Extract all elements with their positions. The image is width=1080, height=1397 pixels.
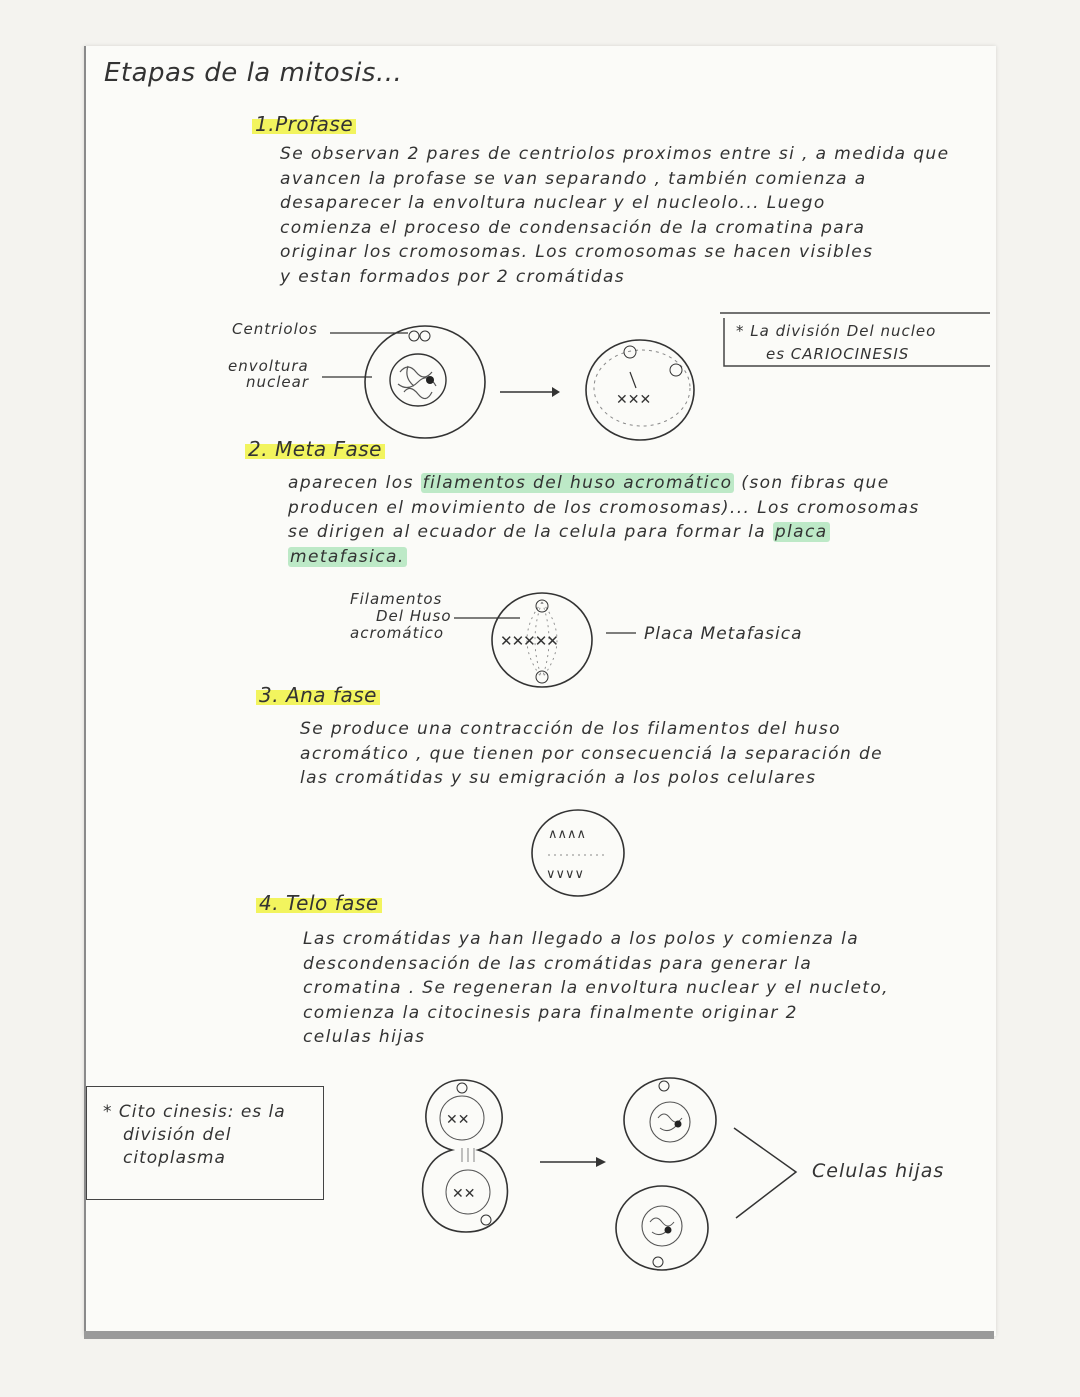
chromosomes-bottom: ✕✕ [452, 1186, 476, 1202]
note-cariocinesis-line1: * La división Del nucleo [736, 322, 937, 340]
profase-line: avancen la profase se van separando , también comienza a [280, 168, 867, 189]
label-placa-metafasica: Placa Metafasica [644, 624, 803, 644]
chromosomes-x: ✕✕✕ [616, 392, 652, 408]
telofase-line: comienza la citocinesis para finalmente originar 2 [303, 1002, 798, 1023]
daughter-cell-top [624, 1078, 716, 1162]
profase-line: Se observan 2 pares de centriolos proximos entre si , a medida que [280, 144, 950, 164]
daughter-cell-bottom [616, 1186, 708, 1270]
daughter-cell-nucleus [650, 1102, 690, 1142]
anafase-line: Se produce una contracción de los filamentos del huso [300, 719, 841, 739]
heading-anafase: 3. Ana fase [256, 683, 380, 707]
daughter-cell-nucleus [642, 1206, 682, 1246]
chromatids-top: ∧∧∧∧ [548, 827, 587, 842]
chromosomes-top: ✕✕ [446, 1112, 470, 1128]
metafase-line1-end: (son fibras que [734, 473, 890, 493]
label-celulas-hijas: Celulas hijas [812, 1160, 945, 1182]
metaphase-plate-chromosomes: ✕✕✕✕✕ [500, 632, 558, 650]
telofase-line: celulas hijas [303, 1027, 426, 1047]
metafase-line3-start: se dirigen al ecuador de la celula para formar la [288, 522, 773, 542]
label-filamentos-line1: Filamentos [350, 590, 443, 608]
centriole [481, 1215, 491, 1225]
profase-line: desaparecer la envoltura nuclear y el nucleolo... Luego [280, 193, 826, 213]
nucleolus [665, 1227, 672, 1234]
nucleolus [675, 1121, 682, 1128]
profase-line: y estan formados por 2 cromátidas [280, 266, 626, 287]
label-filamentos-line3: acromático [350, 624, 445, 642]
highlight-metafasica: metafasica. [290, 546, 405, 567]
metafase-line2: producen el movimiento de los cromosomas)... Los cromosomas [288, 497, 920, 518]
heading-metafase: 2. Meta Fase [245, 437, 385, 461]
label-filamentos-line2: Del Huso [376, 607, 452, 625]
centriole [659, 1081, 669, 1091]
heading-profase: 1.Profase [252, 112, 356, 136]
telofase-line: Las cromátidas ya han llegado a los polos y comienza la [303, 929, 860, 949]
profase-line: originar los cromosomas. Los cromosomas se hacen visibles [280, 242, 874, 262]
daughter-cells-bracket [734, 1128, 796, 1218]
centriole [653, 1257, 663, 1267]
label-envoltura-line2: nuclear [246, 373, 310, 391]
note-cariocinesis-line2: es CARIOCINESIS [766, 345, 910, 363]
metafase-line1-start: aparecen los [288, 473, 421, 493]
dividing-cell [423, 1080, 508, 1232]
telofase-line: cromatina . Se regeneran la envoltura nuclear y el nucleto, [303, 978, 889, 998]
profase-line: comienza el proceso de condensación de la cromatina para [280, 217, 866, 238]
chromatids-bottom: ∨∨∨∨ [546, 867, 585, 882]
cleavage-furrow [462, 1148, 474, 1162]
page-title: Etapas de la mitosis... [104, 58, 403, 88]
telofase-line: descondensación de las cromátidas para generar la [303, 953, 813, 974]
arrow-head [596, 1157, 606, 1167]
note-citocinesis-line2: división del [123, 1125, 232, 1145]
highlight-placa: placa [774, 522, 828, 542]
heading-telofase: 4. Telo fase [256, 891, 382, 915]
label-envoltura-line1: envoltura [228, 357, 309, 375]
note-citocinesis-line3: citoplasma [123, 1148, 226, 1168]
anafase-line: acromático , que tienen por consecuenciá la separación de [300, 743, 884, 764]
centriole [457, 1083, 467, 1093]
anafase-line: las cromátidas y su emigración a los polos celulares [300, 768, 817, 788]
highlight-filamentos: filamentos del huso acromático [422, 473, 733, 493]
note-citocinesis-line1: * Cito cinesis: es la [103, 1102, 286, 1122]
label-centriolos: Centriolos [232, 320, 318, 338]
